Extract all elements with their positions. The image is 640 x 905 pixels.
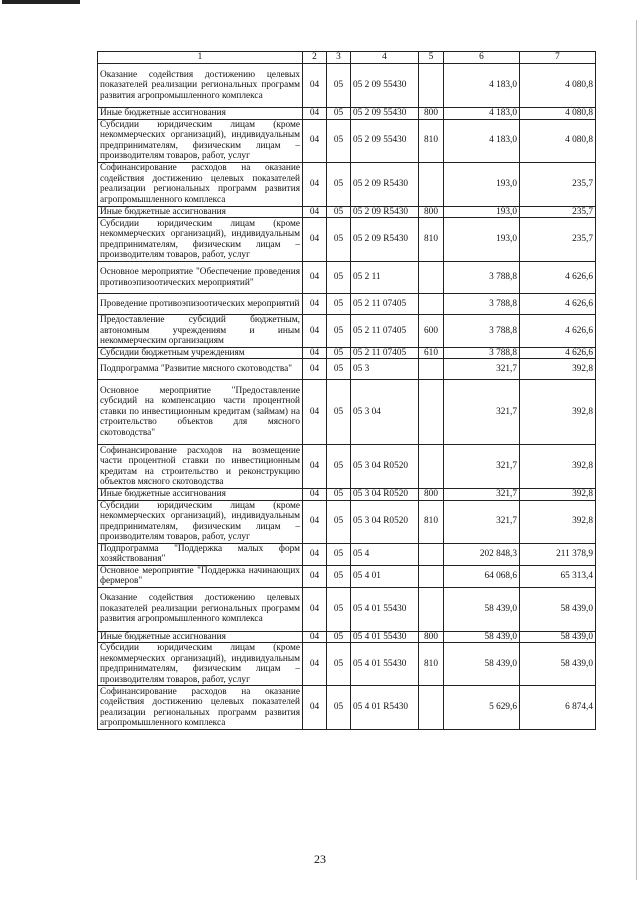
row-target-article-cell: 05 4 01 55430: [351, 631, 419, 643]
row-amount-year1-cell: 321,7: [444, 380, 520, 445]
row-subsection-cell: 05: [327, 686, 351, 730]
row-expense-type-cell: 600: [419, 315, 444, 348]
row-section-cell: 04: [303, 587, 327, 631]
budget-table: [97, 51, 596, 730]
row-expense-type-cell: 800: [419, 206, 444, 218]
row-amount-year2-cell: 58 439,0: [520, 631, 596, 643]
row-amount-year1-cell: 58 439,0: [444, 631, 520, 643]
row-name-cell: Софинансирование расходов на оказание содействия достижению целевых показателей реализации региональных программ развития агропромышленного комплекса: [98, 686, 303, 730]
row-section-cell: 04: [303, 359, 327, 380]
column-header: 4: [351, 52, 419, 64]
row-subsection-cell: 05: [327, 445, 351, 489]
row-target-article-cell: 05 3 04 R0520: [351, 445, 419, 489]
row-section-cell: 04: [303, 262, 327, 294]
row-subsection-cell: 05: [327, 108, 351, 120]
table-row: [98, 218, 596, 262]
row-name-cell: Подпрограмма "Развитие мясного скотоводства": [98, 359, 303, 380]
row-amount-year1-cell: 202 848,3: [444, 543, 520, 565]
row-target-article-cell: 05 4 01 55430: [351, 587, 419, 631]
row-target-article-cell: 05 3 04 R0520: [351, 489, 419, 501]
row-amount-year1-cell: 3 788,8: [444, 347, 520, 359]
row-subsection-cell: 05: [327, 294, 351, 315]
scan-edge: [636, 20, 637, 880]
row-expense-type-cell: 800: [419, 108, 444, 120]
row-name-cell: Оказание содействия достижению целевых показателей реализации региональных программ развития агропромышленного комплекса: [98, 64, 303, 108]
row-amount-year2-cell: 58 439,0: [520, 643, 596, 686]
row-target-article-cell: 05 4 01: [351, 565, 419, 587]
table-row: [98, 500, 596, 543]
row-amount-year2-cell: 58 439,0: [520, 587, 596, 631]
row-amount-year2-cell: 211 378,9: [520, 543, 596, 565]
row-subsection-cell: 05: [327, 315, 351, 348]
row-amount-year1-cell: 4 183,0: [444, 64, 520, 108]
table-row: [98, 380, 596, 445]
row-amount-year1-cell: 321,7: [444, 359, 520, 380]
row-section-cell: 04: [303, 445, 327, 489]
row-name-cell: Основное мероприятие "Поддержка начинающих фермеров": [98, 565, 303, 587]
row-subsection-cell: 05: [327, 543, 351, 565]
row-amount-year1-cell: 64 068,6: [444, 565, 520, 587]
table-row: [98, 631, 596, 643]
row-name-cell: Субсидии юридическим лицам (кроме некоммерческих организаций), индивидуальным предпринимателям, физическим лицам – производителям товаров, работ, услуг: [98, 643, 303, 686]
row-expense-type-cell: [419, 543, 444, 565]
row-amount-year2-cell: 4 626,6: [520, 262, 596, 294]
row-target-article-cell: 05 4 01 55430: [351, 643, 419, 686]
column-header: 2: [303, 52, 327, 64]
row-subsection-cell: 05: [327, 206, 351, 218]
row-target-article-cell: 05 4: [351, 543, 419, 565]
row-target-article-cell: 05 2 11 07405: [351, 347, 419, 359]
row-section-cell: 04: [303, 206, 327, 218]
table-row: [98, 119, 596, 162]
row-expense-type-cell: [419, 359, 444, 380]
row-section-cell: 04: [303, 643, 327, 686]
row-expense-type-cell: [419, 445, 444, 489]
row-amount-year2-cell: 235,7: [520, 162, 596, 206]
row-name-cell: Субсидии юридическим лицам (кроме некоммерческих организаций), индивидуальным предпринимателям, физическим лицам – производителям товаров, работ, услуг: [98, 218, 303, 262]
row-expense-type-cell: [419, 294, 444, 315]
row-target-article-cell: 05 2 09 55430: [351, 64, 419, 108]
row-expense-type-cell: 800: [419, 631, 444, 643]
row-amount-year1-cell: 193,0: [444, 218, 520, 262]
column-header: 3: [327, 52, 351, 64]
table-row: [98, 64, 596, 108]
row-target-article-cell: 05 2 09 R5430: [351, 206, 419, 218]
row-section-cell: 04: [303, 380, 327, 445]
row-amount-year2-cell: 392,8: [520, 380, 596, 445]
column-header: 5: [419, 52, 444, 64]
row-target-article-cell: 05 2 09 R5430: [351, 218, 419, 262]
row-amount-year2-cell: 4 080,8: [520, 64, 596, 108]
row-name-cell: Основное мероприятие "Обеспечение проведения противоэпизоотических мероприятий": [98, 262, 303, 294]
top-rule: [2, 0, 80, 4]
row-subsection-cell: 05: [327, 643, 351, 686]
row-section-cell: 04: [303, 64, 327, 108]
row-amount-year1-cell: 5 629,6: [444, 686, 520, 730]
table-row: [98, 294, 596, 315]
row-subsection-cell: 05: [327, 380, 351, 445]
row-name-cell: Проведение противоэпизоотических мероприятий: [98, 294, 303, 315]
table-row: [98, 445, 596, 489]
table-row: [98, 565, 596, 587]
row-amount-year2-cell: 392,8: [520, 489, 596, 501]
row-amount-year2-cell: 392,8: [520, 500, 596, 543]
row-subsection-cell: 05: [327, 218, 351, 262]
row-section-cell: 04: [303, 315, 327, 348]
row-name-cell: Предоставление субсидий бюджетным, автономным учреждениям и иным некоммерческим организациям: [98, 315, 303, 348]
column-header: 6: [444, 52, 520, 64]
row-name-cell: Основное мероприятие "Предоставление субсидий на компенсацию части процентной ставки по инвестиционным кредитам (займам) на строительство объектов для мясного скотоводства": [98, 380, 303, 445]
row-amount-year2-cell: 4 080,8: [520, 108, 596, 120]
row-expense-type-cell: [419, 64, 444, 108]
row-expense-type-cell: [419, 587, 444, 631]
table-row: [98, 686, 596, 730]
row-target-article-cell: 05 3 04 R0520: [351, 500, 419, 543]
row-section-cell: 04: [303, 108, 327, 120]
row-expense-type-cell: [419, 380, 444, 445]
row-target-article-cell: 05 3 04: [351, 380, 419, 445]
row-amount-year2-cell: 65 313,4: [520, 565, 596, 587]
row-amount-year2-cell: 4 626,6: [520, 294, 596, 315]
row-section-cell: 04: [303, 162, 327, 206]
table-row: [98, 359, 596, 380]
row-name-cell: Иные бюджетные ассигнования: [98, 631, 303, 643]
row-amount-year1-cell: 3 788,8: [444, 262, 520, 294]
table-row: [98, 643, 596, 686]
row-amount-year1-cell: 58 439,0: [444, 643, 520, 686]
row-amount-year2-cell: 4 626,6: [520, 347, 596, 359]
row-subsection-cell: 05: [327, 64, 351, 108]
row-section-cell: 04: [303, 218, 327, 262]
row-target-article-cell: 05 2 09 55430: [351, 108, 419, 120]
row-amount-year1-cell: 3 788,8: [444, 294, 520, 315]
row-amount-year2-cell: 392,8: [520, 445, 596, 489]
row-amount-year1-cell: 321,7: [444, 445, 520, 489]
table-row: [98, 108, 596, 120]
row-expense-type-cell: 810: [419, 643, 444, 686]
row-target-article-cell: 05 2 09 R5430: [351, 162, 419, 206]
row-amount-year2-cell: 392,8: [520, 359, 596, 380]
table-row: [98, 162, 596, 206]
row-subsection-cell: 05: [327, 162, 351, 206]
row-amount-year1-cell: 193,0: [444, 206, 520, 218]
table-header-row: [98, 52, 596, 64]
row-target-article-cell: 05 2 11 07405: [351, 294, 419, 315]
page-number: 23: [314, 852, 326, 866]
row-amount-year2-cell: 235,7: [520, 218, 596, 262]
row-subsection-cell: 05: [327, 347, 351, 359]
row-amount-year1-cell: 4 183,0: [444, 119, 520, 162]
row-subsection-cell: 05: [327, 262, 351, 294]
row-expense-type-cell: [419, 565, 444, 587]
row-expense-type-cell: 800: [419, 489, 444, 501]
table-row: [98, 587, 596, 631]
column-header: 7: [520, 52, 596, 64]
row-section-cell: 04: [303, 500, 327, 543]
row-section-cell: 04: [303, 294, 327, 315]
row-amount-year1-cell: 193,0: [444, 162, 520, 206]
table-row: [98, 315, 596, 348]
row-subsection-cell: 05: [327, 500, 351, 543]
row-name-cell: Подпрограмма "Поддержка малых форм хозяйствования": [98, 543, 303, 565]
row-target-article-cell: 05 2 09 55430: [351, 119, 419, 162]
row-target-article-cell: 05 3: [351, 359, 419, 380]
row-amount-year1-cell: 4 183,0: [444, 108, 520, 120]
row-section-cell: 04: [303, 489, 327, 501]
table-row: [98, 543, 596, 565]
row-amount-year2-cell: 4 626,6: [520, 315, 596, 348]
row-subsection-cell: 05: [327, 631, 351, 643]
row-target-article-cell: 05 2 11: [351, 262, 419, 294]
row-subsection-cell: 05: [327, 587, 351, 631]
row-expense-type-cell: [419, 686, 444, 730]
row-section-cell: 04: [303, 565, 327, 587]
row-section-cell: 04: [303, 543, 327, 565]
row-amount-year1-cell: 3 788,8: [444, 315, 520, 348]
row-expense-type-cell: 810: [419, 119, 444, 162]
row-name-cell: Иные бюджетные ассигнования: [98, 489, 303, 501]
row-name-cell: Софинансирование расходов на оказание содействия достижению целевых показателей реализации региональных программ развития агропромышленного комплекса: [98, 162, 303, 206]
row-amount-year2-cell: 6 874,4: [520, 686, 596, 730]
row-expense-type-cell: [419, 162, 444, 206]
row-section-cell: 04: [303, 347, 327, 359]
column-header: 1: [98, 52, 303, 64]
row-section-cell: 04: [303, 631, 327, 643]
row-amount-year1-cell: 321,7: [444, 500, 520, 543]
table-row: [98, 206, 596, 218]
row-subsection-cell: 05: [327, 565, 351, 587]
row-subsection-cell: 05: [327, 489, 351, 501]
row-target-article-cell: 05 2 11 07405: [351, 315, 419, 348]
table-row: [98, 262, 596, 294]
row-subsection-cell: 05: [327, 359, 351, 380]
row-subsection-cell: 05: [327, 119, 351, 162]
row-name-cell: Иные бюджетные ассигнования: [98, 108, 303, 120]
row-expense-type-cell: 810: [419, 500, 444, 543]
row-name-cell: Субсидии юридическим лицам (кроме некоммерческих организаций), индивидуальным предпринимателям, физическим лицам – производителям товаров, работ, услуг: [98, 500, 303, 543]
row-expense-type-cell: [419, 262, 444, 294]
row-name-cell: Оказание содействия достижению целевых показателей реализации региональных программ развития агропромышленного комплекса: [98, 587, 303, 631]
row-name-cell: Субсидии юридическим лицам (кроме некоммерческих организаций), индивидуальным предпринимателям, физическим лицам – производителям товаров, работ, услуг: [98, 119, 303, 162]
row-target-article-cell: 05 4 01 R5430: [351, 686, 419, 730]
row-amount-year2-cell: 4 080,8: [520, 119, 596, 162]
row-expense-type-cell: 810: [419, 218, 444, 262]
row-expense-type-cell: 610: [419, 347, 444, 359]
row-amount-year1-cell: 321,7: [444, 489, 520, 501]
table-row: [98, 347, 596, 359]
row-section-cell: 04: [303, 686, 327, 730]
row-name-cell: Субсидии бюджетным учреждениям: [98, 347, 303, 359]
row-amount-year2-cell: 235,7: [520, 206, 596, 218]
row-name-cell: Софинансирование расходов на возмещение части процентной ставки по инвестиционным кредитам на строительство и реконструкцию объектов мясного скотоводства: [98, 445, 303, 489]
row-amount-year1-cell: 58 439,0: [444, 587, 520, 631]
table-row: [98, 489, 596, 501]
row-section-cell: 04: [303, 119, 327, 162]
row-name-cell: Иные бюджетные ассигнования: [98, 206, 303, 218]
